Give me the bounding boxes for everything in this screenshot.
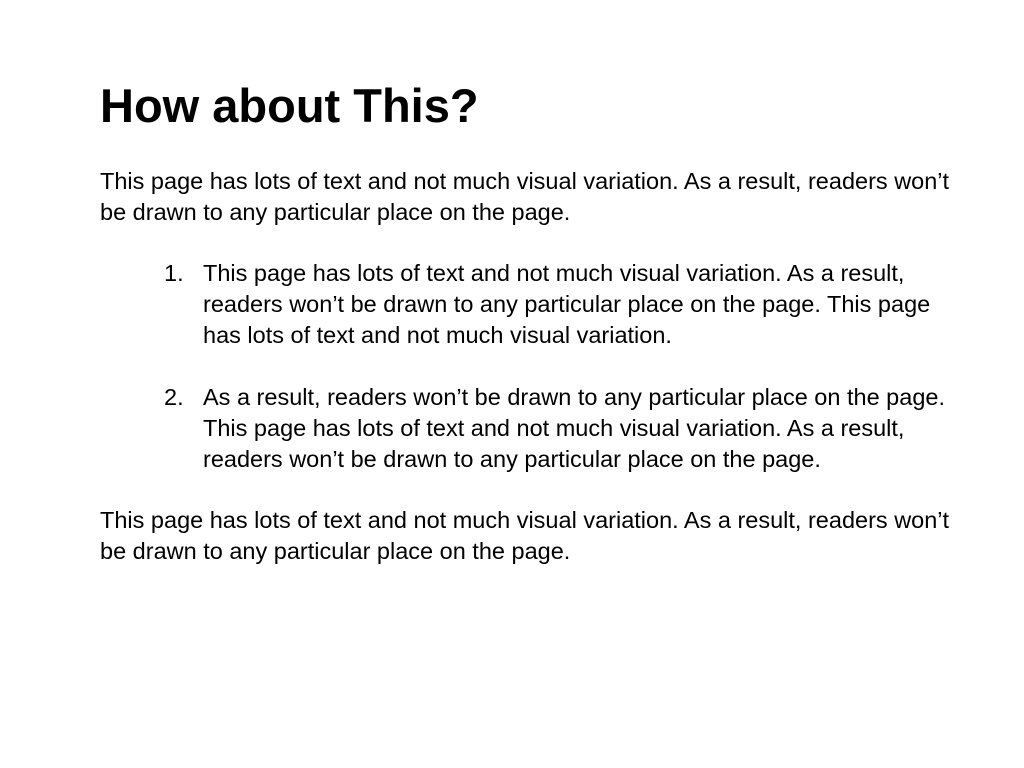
outro-paragraph: This page has lots of text and not much visual variation. As a result, readers won’t be drawn to any particular place on the page. bbox=[100, 507, 950, 564]
list-item-number: 1. bbox=[164, 260, 184, 286]
list-item-text: As a result, readers won’t be drawn to any particular place on the page. This page has lots of text and not much visual variation. As a result, readers won’t be drawn to any particular place on the page. bbox=[203, 384, 945, 472]
list-item-text: This page has lots of text and not much visual variation. As a result, readers won’t be drawn to any particular place on the page. This page has lots of text and not much visual variation. bbox=[203, 260, 931, 348]
list-item bbox=[100, 258, 968, 351]
numbered-list bbox=[100, 258, 964, 475]
slide-title: How about This? bbox=[100, 79, 479, 132]
list-item bbox=[100, 382, 968, 475]
list-item-number: 2. bbox=[164, 384, 184, 410]
intro-paragraph: This page has lots of text and not much visual variation. As a result, readers won’t be drawn to any particular place on the page. bbox=[100, 168, 950, 225]
